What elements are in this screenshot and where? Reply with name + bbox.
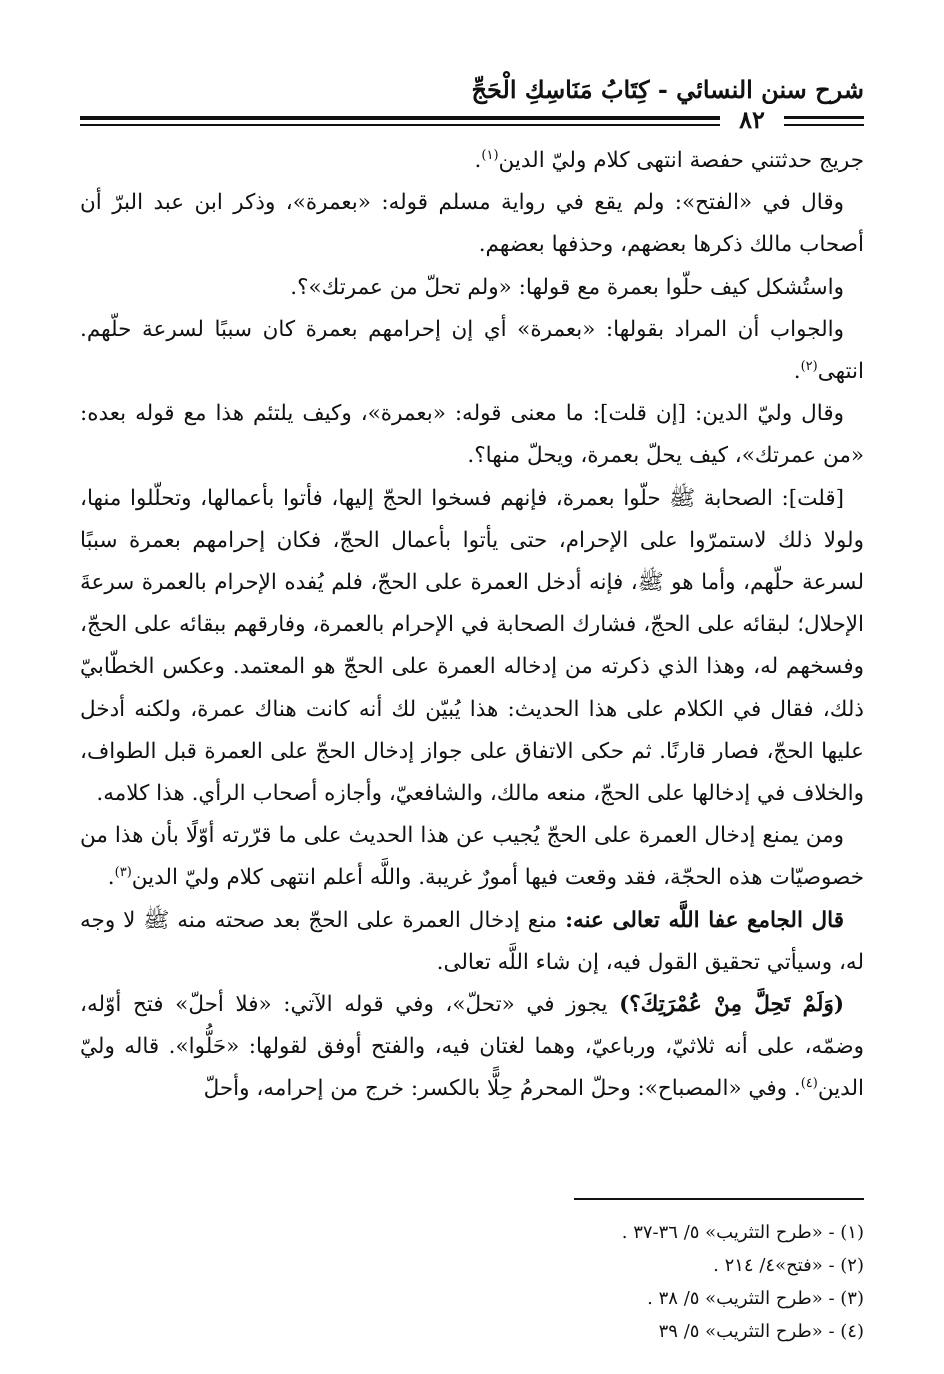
paragraph-2 [80, 182, 864, 266]
header-rule-thin [80, 124, 764, 126]
paragraph-text: وقال في «الفتح»: ولم يقع في رواية مسلم قوله: «بعمرة»، وذكر ابن عبد البرّ أن أصحاب مالك ذكرها بعضهم، وحذفها بعضهم. [80, 190, 864, 258]
footnote-4: (٤) - «طرح التثريب» ٥/ ٣٩ [658, 1321, 864, 1342]
paragraph-6 [80, 478, 864, 816]
paragraph-tail: . وفي «المصباح»: وحلّ المحرمُ حِلًّا بالكسر: خرج من إحرامه، وأحلّ [203, 1076, 801, 1102]
paragraph-lead: (وَلَمْ تَحِلَّ مِنْ عُمْرَتِكَ؟) [619, 992, 844, 1018]
paragraph-1 [80, 140, 864, 182]
footnote-ref: (١) [481, 147, 499, 163]
paragraph-lead: قال الجامع عفا اللَّه تعالى عنه: [565, 907, 844, 933]
footnote-ref: (٣) [114, 865, 132, 881]
paragraph-tail: . [107, 865, 115, 891]
paragraph-text: منع إدخال العمرة على الحجّ بعد صحته منه ﷺ لا وجه له، وسيأتي تحقيق القول فيه، إن شاء اللَّه تعالى. [80, 907, 864, 975]
page-number: ٨٢ [720, 104, 784, 136]
paragraph-5 [80, 393, 864, 477]
footnote-1: (١) - «طرح التثريب» ٥/ ٣٦-٣٧ . [621, 1222, 864, 1243]
paragraph-7 [80, 815, 864, 899]
paragraph-tail: . [793, 359, 801, 385]
paragraph-9 [80, 984, 864, 1111]
footnote-divider [574, 1198, 864, 1200]
paragraph-text: واستُشكل كيف حلّوا بعمرة مع قولها: «ولم تحلّ من عمرتك»؟. [290, 274, 844, 300]
paragraph-text: يجوز في «تحلّ»، وفي قوله الآتي: «فلا أحلّ» فتح أوّله، وضمّه، على أنه ثلاثيّ، ورباعيّ، وهما لغتان فيه، والفتح أوفق لقولها: «حَلُّوا». قاله وليّ الدين [80, 992, 864, 1102]
paragraph-4 [80, 309, 864, 393]
paragraph-text: ومن يمنع إدخال العمرة على الحجّ يُجيب عن هذا الحديث على ما قرّرته أوّلًا بأن هذا من خصوصيّات هذه الحجّة، فقد وقعت فيها أمورٌ غريبة. واللَّه أعلم انتهى كلام وليّ الدين [80, 823, 864, 891]
footnote-ref: (٤) [800, 1076, 818, 1092]
paragraph-text: جريج حدثتني حفصة انتهى كلام وليّ الدين [498, 148, 864, 173]
header-rule-right-thin [779, 124, 864, 126]
footnotes [80, 1216, 864, 1348]
footnote-ref: (٢) [800, 358, 818, 374]
footnote-3: (٣) - «طرح التثريب» ٥/ ٣٨ . [647, 1288, 864, 1309]
running-title: شرح سنن النسائي - كِتَابُ مَنَاسِكِ الْحَجِّ [471, 75, 864, 104]
header-rule-right-thick [779, 116, 864, 119]
paragraph-3 [80, 267, 864, 309]
paragraph-text: [قلت]: الصحابة ﷺ حلّوا بعمرة، فإنهم فسخوا الحجّ إليها، فأتوا بأعمالها، وتحلّلوا منها، ولولا ذلك لاستمرّوا على الإحرام، حتى يأتوا بأعمال الحجّ، فكان إحرامهم بعمرة سببًا لسرعة حلّهم، وأما هو ﷺ، فإنه أدخل العمرة على الحجّ، فلم يُفده الإحرام بالعمرة سرعةَ الإحلال؛ لبقائه على الحجّ، فشارك الصحابة في الإحرام بالعمرة، وفارقهم ببقائه على الحجّ، وفسخهم له، وهذا الذي ذكرته من إدخاله العمرة على الحجّ هو المعتمد. وعكس الخطّابيّ ذلك، فقال في الكلام على هذا الحديث: هذا يُبيّن لك أنه كانت هناك عمرة، ولكنه أدخل عليها الحجّ، فصار قارنًا. ثم حكى الاتفاق على جواز إدخال الحجّ على العمرة قبل الطواف، والخلاف في إدخالها على الحجّ، منعه مالك، والشافعيّ، وأجازه أصحاب الرأي. هذا كلامه. [80, 485, 864, 807]
paragraph-text: وقال وليّ الدين: [إن قلت]: ما معنى قوله: «بعمرة»، وكيف يلتئم هذا مع قوله بعده: «من عمرتك»، كيف يحلّ بعمرة، ويحلّ منها؟. [80, 401, 864, 469]
header-rule-thick [80, 116, 764, 120]
paragraph-tail: . [474, 148, 482, 173]
footnote-2: (٢) - «فتح»٤/ ٢١٤ . [713, 1255, 864, 1276]
paragraph-8 [80, 900, 864, 984]
paragraph-text: والجواب أن المراد بقولها: «بعمرة» أي إن إحرامهم بعمرة كان سببًا لسرعة حلّهم. انتهى [80, 316, 864, 385]
main-text [80, 140, 864, 1111]
